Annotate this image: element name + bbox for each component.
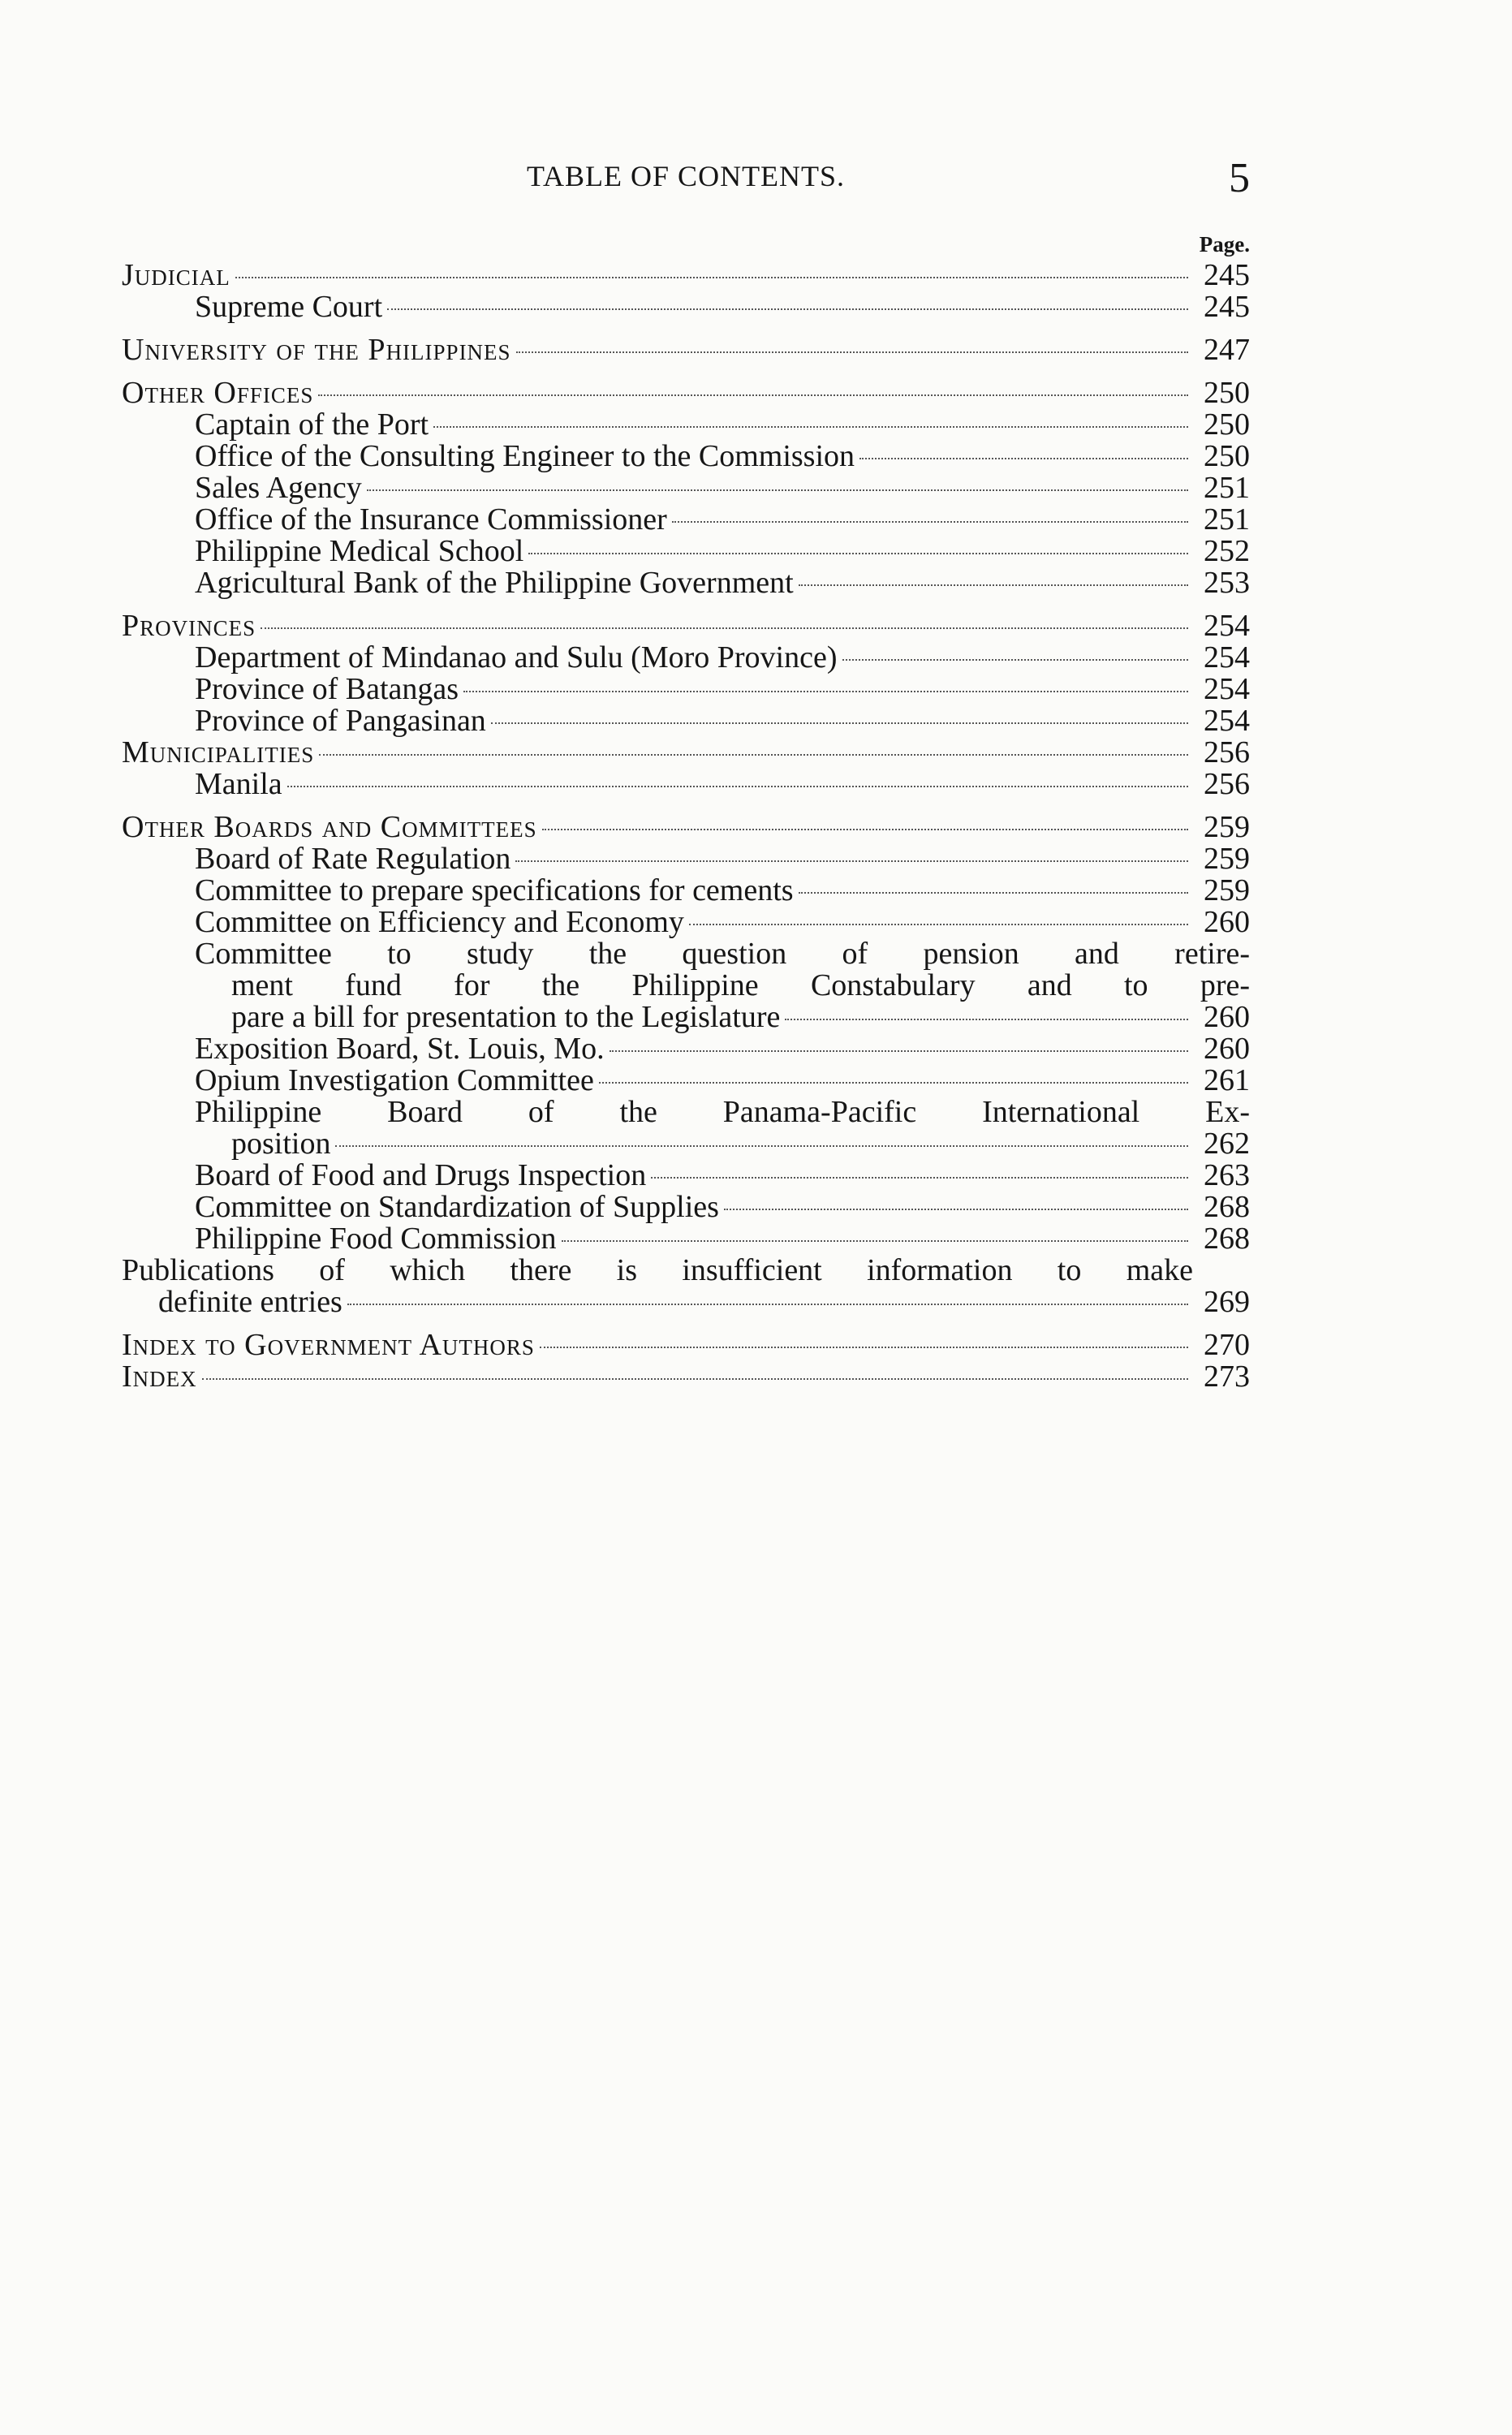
toc-entry-insurance[interactable]: Office of the Insurance Commissioner 251 <box>195 502 1250 537</box>
dot-leader <box>318 394 1188 396</box>
toc-entry-exposition[interactable]: Exposition Board, St. Louis, Mo. 260 <box>195 1032 1250 1066</box>
toc-entry-agricultural-bank[interactable]: Agricultural Bank of the Philippine Government 253 <box>195 566 1250 600</box>
dot-leader <box>287 786 1188 787</box>
dot-leader <box>562 1240 1188 1242</box>
dot-leader <box>599 1082 1188 1084</box>
toc-entry-efficiency[interactable]: Committee on Efficiency and Economy 260 <box>195 905 1250 939</box>
dot-leader <box>202 1378 1188 1380</box>
entry-page: 251 <box>1204 471 1250 505</box>
dot-leader <box>540 1347 1188 1348</box>
dot-leader <box>367 489 1188 491</box>
toc-entry-judicial[interactable]: Judicial 245 <box>122 258 1250 292</box>
entry-page: 252 <box>1204 534 1250 568</box>
dot-leader <box>515 860 1188 862</box>
toc-entry-opium[interactable]: Opium Investigation Committee 261 <box>195 1063 1250 1097</box>
entry-page: 259 <box>1204 873 1250 907</box>
entry-line: Committee to study the question of pension and retire- <box>195 937 1250 971</box>
toc-entry-other-boards[interactable]: Other Boards and Committees 259 <box>122 810 1250 844</box>
toc-entry-standardization[interactable]: Committee on Standardization of Supplies 268 <box>195 1190 1250 1224</box>
entry-line: Publications of which there is insufficient information to make <box>122 1253 1193 1287</box>
entry-page: 273 <box>1204 1360 1250 1394</box>
entry-page: 260 <box>1204 905 1250 939</box>
dot-leader <box>516 351 1188 353</box>
entry-page: 268 <box>1204 1222 1250 1256</box>
entry-page: 256 <box>1204 767 1250 801</box>
dot-leader <box>724 1209 1188 1210</box>
entry-page: 259 <box>1204 810 1250 844</box>
toc-entry-pension[interactable]: Committee to study the question of pension and retire- ment fund for the Philippine Constabulary and to pre- pare a bill for presentation to the Legislature 260 <box>195 937 1250 1034</box>
dot-leader <box>799 892 1188 894</box>
toc-entry-panama[interactable]: Philippine Board of the Panama-Pacific International Ex- position 262 <box>195 1095 1250 1161</box>
dot-leader <box>651 1177 1188 1179</box>
entry-page: 260 <box>1204 1032 1250 1066</box>
toc-entry-index-authors[interactable]: Index to Government Authors 270 <box>122 1328 1250 1362</box>
dot-leader <box>799 584 1188 586</box>
entry-page: 254 <box>1204 704 1250 738</box>
dot-leader <box>235 277 1188 278</box>
toc-entry-batangas[interactable]: Province of Batangas 254 <box>195 672 1250 706</box>
entry-page: 245 <box>1204 290 1250 324</box>
dot-leader <box>387 308 1188 310</box>
toc-entry-food-commission[interactable]: Philippine Food Commission 268 <box>195 1222 1250 1256</box>
entry-line: ment fund for the Philippine Constabulary and to pre- <box>231 968 1250 1002</box>
running-title: TABLE OF CONTENTS. <box>526 160 846 192</box>
dot-leader <box>463 691 1188 692</box>
entry-page: 250 <box>1204 439 1250 473</box>
toc-entry-captain-port[interactable]: Captain of the Port 250 <box>195 407 1250 442</box>
toc-entry-municipalities[interactable]: Municipalities 256 <box>122 735 1250 769</box>
entry-page: 270 <box>1204 1328 1250 1362</box>
toc-entry-university[interactable]: University of the Philippines 247 <box>122 333 1250 367</box>
dot-leader <box>319 754 1188 756</box>
entry-page: 269 <box>1204 1285 1250 1319</box>
entry-page: 245 <box>1204 258 1250 292</box>
page-header <box>122 154 1250 203</box>
entry-line: Philippine Board of the Panama-Pacific International Ex- <box>195 1095 1250 1129</box>
entry-page: 256 <box>1204 735 1250 769</box>
dot-leader <box>842 659 1189 661</box>
entry-page: 263 <box>1204 1158 1250 1192</box>
toc-entry-supreme-court[interactable]: Supreme Court 245 <box>195 290 1250 324</box>
entry-page: 254 <box>1204 640 1250 674</box>
dot-leader <box>785 1019 1188 1020</box>
entry-page: 262 <box>1204 1127 1250 1161</box>
entry-page: 260 <box>1204 1000 1250 1034</box>
toc-entry-sales-agency[interactable]: Sales Agency 251 <box>195 471 1250 505</box>
entry-page: 250 <box>1204 376 1250 410</box>
toc-entry-publications[interactable]: Publications of which there is insufficient information to make definite entries 269 <box>122 1253 1250 1319</box>
toc-entry-index[interactable]: Index 273 <box>122 1360 1250 1394</box>
dot-leader <box>689 924 1188 925</box>
toc-entry-consulting-engineer[interactable]: Office of the Consulting Engineer to the Commission 250 <box>195 439 1250 473</box>
dot-leader <box>335 1145 1188 1147</box>
entry-page: 247 <box>1204 333 1250 367</box>
toc-entry-mindanao[interactable]: Department of Mindanao and Sulu (Moro Province) 254 <box>195 640 1250 674</box>
entry-page: 268 <box>1204 1190 1250 1224</box>
toc-entry-provinces[interactable]: Provinces 254 <box>122 609 1250 643</box>
page-number: 5 <box>1229 155 1250 201</box>
dot-leader <box>347 1304 1188 1305</box>
dot-leader <box>528 553 1188 554</box>
dot-leader <box>672 521 1188 523</box>
entry-page: 254 <box>1204 672 1250 706</box>
dot-leader <box>433 426 1188 428</box>
toc-entry-cements[interactable]: Committee to prepare specifications for cements 259 <box>195 873 1250 907</box>
page-column-heading: Page. <box>1199 232 1250 256</box>
entry-page: 253 <box>1204 566 1250 600</box>
toc-entry-other-offices[interactable]: Other Offices 250 <box>122 376 1250 410</box>
entry-page: 251 <box>1204 502 1250 537</box>
table-of-contents <box>122 229 1250 1393</box>
toc-entry-pangasinan[interactable]: Province of Pangasinan 254 <box>195 704 1250 738</box>
dot-leader <box>542 829 1188 830</box>
toc-entry-food-drugs[interactable]: Board of Food and Drugs Inspection 263 <box>195 1158 1250 1192</box>
entry-page: 250 <box>1204 407 1250 442</box>
dot-leader <box>491 722 1188 724</box>
toc-entry-rate-regulation[interactable]: Board of Rate Regulation 259 <box>195 842 1250 876</box>
toc-entry-manila[interactable]: Manila 256 <box>195 767 1250 801</box>
dot-leader <box>610 1050 1188 1052</box>
entry-page: 254 <box>1204 609 1250 643</box>
entry-page: 259 <box>1204 842 1250 876</box>
dot-leader <box>859 458 1188 459</box>
entry-page: 261 <box>1204 1063 1250 1097</box>
dot-leader <box>261 627 1188 629</box>
toc-entry-medical-school[interactable]: Philippine Medical School 252 <box>195 534 1250 568</box>
